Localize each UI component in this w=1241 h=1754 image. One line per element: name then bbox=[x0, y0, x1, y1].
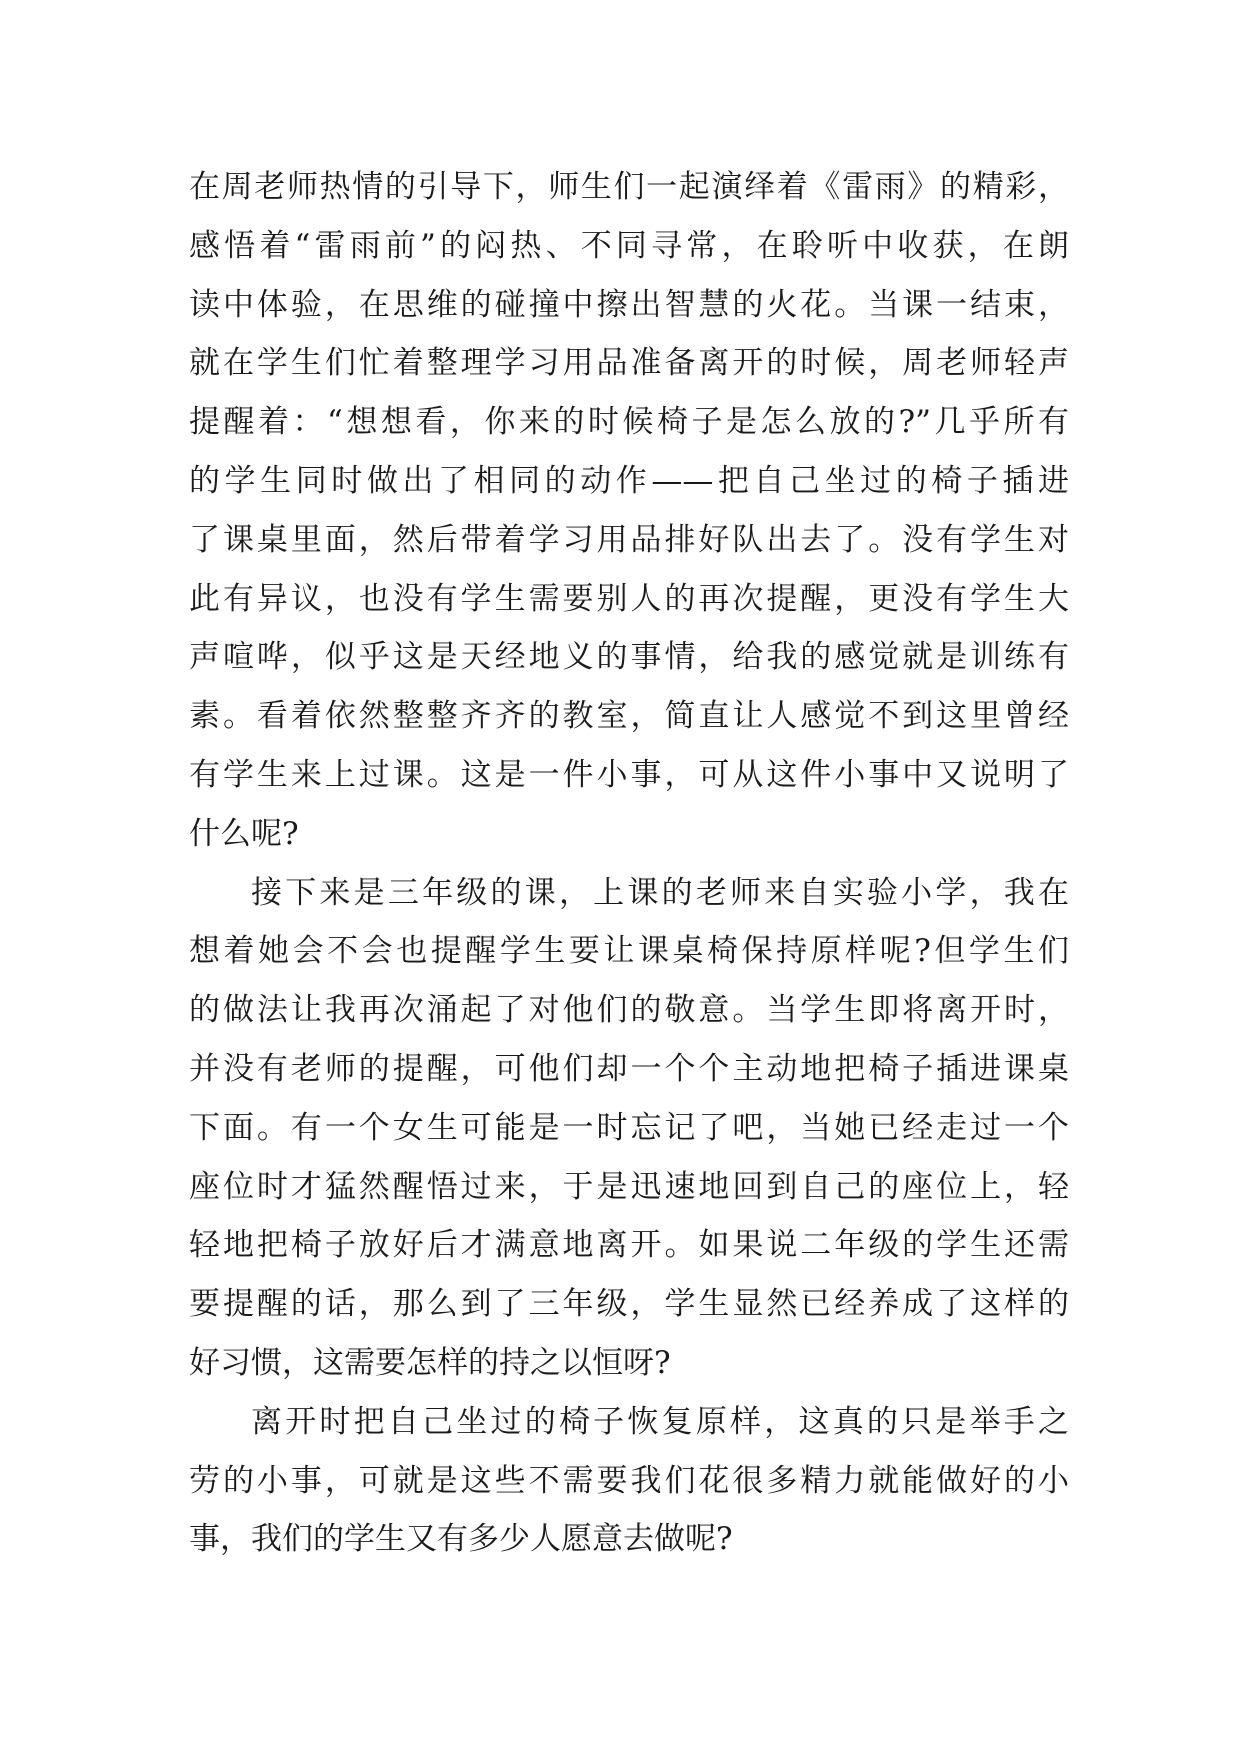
text-line: 读中体验，在思维的碰撞中擦出智慧的火花。当课一结束， bbox=[189, 286, 1069, 323]
text-line: 感悟着“雷雨前”的闷热、不同寻常，在聆听中收获，在朗 bbox=[189, 227, 1069, 264]
text-line: 的学生同时做出了相同的动作——把自己坐过的椅子插进 bbox=[189, 462, 1069, 499]
text-line: 声喧哗，似乎这是天经地义的事情，给我的感觉就是训练有 bbox=[189, 639, 1069, 676]
text-line: 轻地把椅子放好后才满意地离开。如果说二年级的学生还需 bbox=[189, 1227, 1069, 1264]
text-line: 素。看着依然整整齐齐的教室，简直让人感觉不到这里曾经 bbox=[189, 698, 1069, 735]
text-line: 好习惯，这需要怎样的持之以恒呀? bbox=[189, 1344, 671, 1381]
paragraph-2 bbox=[189, 864, 1069, 1393]
text-line: 想着她会不会也提醒学生要让课桌椅保持原样呢?但学生们 bbox=[189, 933, 1069, 970]
paragraph-3 bbox=[189, 1393, 1069, 1569]
text-line: 了课桌里面，然后带着学习用品排好队出去了。没有学生对 bbox=[189, 521, 1069, 558]
text-line: 并没有老师的提醒，可他们却一个个主动地把椅子插进课桌 bbox=[189, 1050, 1069, 1087]
text-line: 的做法让我再次涌起了对他们的敬意。当学生即将离开时， bbox=[189, 992, 1069, 1029]
text-line: 提醒着：“想想看，你来的时候椅子是怎么放的?”几乎所有 bbox=[189, 404, 1069, 441]
text-line: 接下来是三年级的课，上课的老师来自实验小学，我在 bbox=[251, 874, 1069, 911]
body-text bbox=[189, 158, 1069, 1569]
text-line: 下面。有一个女生可能是一时忘记了吧，当她已经走过一个 bbox=[189, 1109, 1069, 1146]
text-line: 要提醒的话，那么到了三年级，学生显然已经养成了这样的 bbox=[189, 1286, 1069, 1323]
text-line: 有学生来上过课。这是一件小事，可从这件小事中又说明了 bbox=[189, 756, 1069, 793]
text-line: 事，我们的学生又有多少人愿意去做呢? bbox=[189, 1521, 733, 1558]
text-line: 就在学生们忙着整理学习用品准备离开的时候，周老师轻声 bbox=[189, 345, 1069, 382]
text-line: 离开时把自己坐过的椅子恢复原样，这真的只是举手之 bbox=[251, 1403, 1069, 1440]
text-line: 此有异议，也没有学生需要别人的再次提醒，更没有学生大 bbox=[189, 580, 1069, 617]
text-line: 劳的小事，可就是这些不需要我们花很多精力就能做好的小 bbox=[189, 1462, 1069, 1499]
text-line: 什么呢? bbox=[189, 815, 299, 852]
text-line: 座位时才猛然醒悟过来，于是迅速地回到自己的座位上，轻 bbox=[189, 1168, 1069, 1205]
paragraph-1 bbox=[189, 158, 1069, 864]
text-line: 在周老师热情的引导下，师生们一起演绎着《雷雨》的精彩， bbox=[189, 169, 1069, 205]
